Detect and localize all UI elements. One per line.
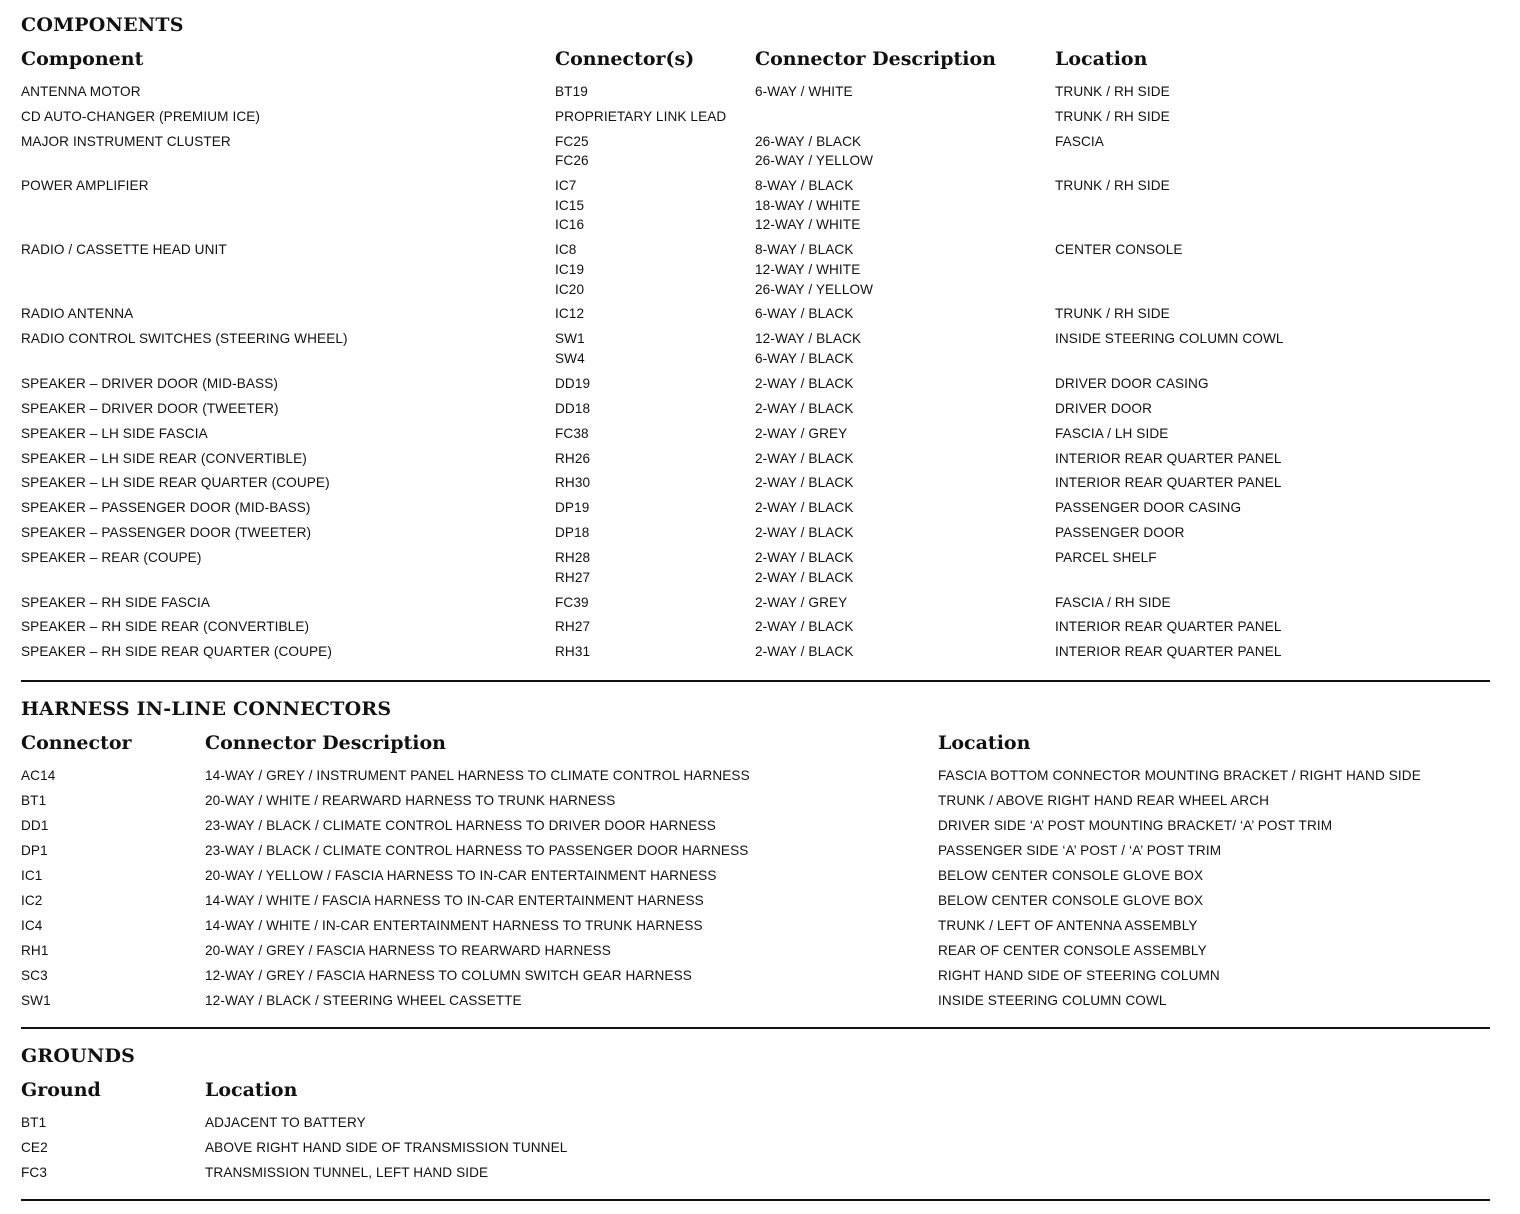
component-location-line: TRUNK / RH SIDE [1055, 306, 1170, 322]
components-title: COMPONENTS [21, 14, 184, 36]
component-location-line: CENTER CONSOLE [1055, 242, 1183, 258]
harness-description-line: 23-WAY / BLACK / CLIMATE CONTROL HARNESS TO PASSENGER DOOR HARNESS [205, 843, 749, 858]
component-name [21, 176, 149, 196]
connector-description [755, 498, 854, 518]
ground-id-line: CE2 [21, 1140, 48, 1155]
connector-description [755, 82, 853, 102]
harness-description-line: 14-WAY / WHITE / IN-CAR ENTERTAINMENT HARNESS TO TRUNK HARNESS [205, 918, 703, 933]
component-name [21, 473, 330, 493]
connector-description-line: 26-WAY / YELLOW [755, 281, 874, 297]
table-row [21, 329, 1490, 374]
connector-ids-line: RH28 [555, 550, 591, 566]
ground-location-line: TRANSMISSION TUNNEL, LEFT HAND SIDE [205, 1165, 489, 1180]
components-header-connectors: Connector(s) [555, 48, 695, 70]
table-row [21, 991, 1490, 1016]
component-name [21, 107, 260, 127]
connector-ids-line: FC39 [555, 594, 589, 610]
harness-location [938, 966, 1220, 986]
ground-id [21, 1163, 47, 1183]
connector-description-line: 2-WAY / BLACK [755, 619, 854, 635]
ground-location [205, 1138, 567, 1158]
harness-connector [21, 791, 46, 811]
connector-description-line: 8-WAY / BLACK [755, 242, 854, 258]
grounds-header-location: Location [205, 1079, 298, 1101]
connector-ids [555, 107, 726, 127]
connector-description [755, 374, 854, 394]
component-name [21, 593, 210, 613]
connector-description-line: 26-WAY / YELLOW [755, 153, 874, 169]
harness-description-line: 23-WAY / BLACK / CLIMATE CONTROL HARNESS TO DRIVER DOOR HARNESS [205, 818, 716, 833]
table-row [21, 941, 1490, 966]
harness-location [938, 991, 1167, 1011]
connector-ids-line: DD18 [555, 400, 591, 416]
table-row [21, 791, 1490, 816]
connector-description [755, 176, 860, 235]
connector-description [755, 399, 854, 419]
component-location-line: TRUNK / RH SIDE [1055, 178, 1170, 194]
connector-description [755, 617, 854, 637]
component-location-line: INSIDE STEERING COLUMN COWL [1055, 331, 1284, 347]
connector-ids-line: RH27 [555, 619, 591, 635]
harness-connector-line: IC1 [21, 868, 43, 883]
harness-description-line: 20-WAY / YELLOW / FASCIA HARNESS TO IN-CAR ENTERTAINMENT HARNESS [205, 868, 717, 883]
component-name-line: ANTENNA MOTOR [21, 84, 141, 99]
component-location-line: INTERIOR REAR QUARTER PANEL [1055, 475, 1282, 491]
component-location-line: INTERIOR REAR QUARTER PANEL [1055, 619, 1282, 635]
component-name-line: SPEAKER – LH SIDE REAR (CONVERTIBLE) [21, 450, 307, 466]
connector-ids-line: RH31 [555, 644, 591, 660]
table-row [21, 966, 1490, 991]
component-location [1055, 523, 1185, 543]
component-name-line: RADIO / CASSETTE HEAD UNIT [21, 242, 227, 258]
table-row [21, 424, 1490, 449]
component-location-line: TRUNK / RH SIDE [1055, 108, 1170, 124]
harness-table [21, 766, 1490, 1016]
harness-connector [21, 941, 49, 961]
harness-location [938, 791, 1269, 811]
connector-description-line: 6-WAY / WHITE [755, 84, 853, 99]
harness-location-line: REAR OF CENTER CONSOLE ASSEMBLY [938, 943, 1207, 958]
connector-description-line: 2-WAY / BLACK [755, 375, 854, 391]
harness-connector [21, 991, 51, 1011]
connector-ids-line: IC8 [555, 242, 577, 258]
connector-description-line: 26-WAY / BLACK [755, 133, 862, 149]
connector-description-line: 2-WAY / GREY [755, 425, 848, 441]
connector-description-line: 12-WAY / WHITE [755, 217, 861, 233]
ground-location-line: ADJACENT TO BATTERY [205, 1115, 366, 1130]
table-row [21, 498, 1490, 523]
table-row [21, 1113, 1490, 1138]
harness-connector [21, 816, 49, 836]
table-row [21, 891, 1490, 916]
connector-ids-line: FC38 [555, 425, 589, 441]
table-row [21, 82, 1490, 107]
component-name-line: RADIO ANTENNA [21, 306, 134, 322]
component-location-line: DRIVER DOOR [1055, 400, 1153, 416]
component-location-line: PARCEL SHELF [1055, 550, 1157, 566]
connector-ids-line: SW4 [555, 350, 585, 366]
harness-description [205, 766, 750, 786]
harness-location [938, 891, 1203, 911]
component-location [1055, 82, 1170, 102]
harness-location-line: INSIDE STEERING COLUMN COWL [938, 993, 1167, 1008]
harness-location-line: RIGHT HAND SIDE OF STEERING COLUMN [938, 968, 1220, 983]
harness-location-line: PASSENGER SIDE ‘A’ POST / ‘A’ POST TRIM [938, 843, 1222, 858]
component-name-line: SPEAKER – RH SIDE FASCIA [21, 594, 210, 610]
harness-description-line: 12-WAY / BLACK / STEERING WHEEL CASSETTE [205, 993, 522, 1008]
component-location [1055, 424, 1168, 444]
component-name [21, 240, 227, 260]
table-row [21, 240, 1490, 304]
table-row [21, 176, 1490, 240]
section-divider [21, 1027, 1490, 1029]
harness-location-line: FASCIA BOTTOM CONNECTOR MOUNTING BRACKET / RIGHT HAND SIDE [938, 768, 1421, 783]
harness-description-line: 12-WAY / GREY / FASCIA HARNESS TO COLUMN SWITCH GEAR HARNESS [205, 968, 692, 983]
connector-ids [555, 473, 590, 493]
connector-ids-line: IC12 [555, 306, 585, 322]
harness-description [205, 941, 611, 961]
component-name-line: SPEAKER – REAR (COUPE) [21, 550, 202, 566]
ground-id-line: BT1 [21, 1115, 47, 1130]
connector-description-line: 2-WAY / BLACK [755, 450, 854, 466]
harness-location [938, 916, 1198, 936]
table-row [21, 816, 1490, 841]
table-row [21, 1163, 1490, 1188]
connector-description [755, 329, 861, 368]
harness-description-line: 14-WAY / WHITE / FASCIA HARNESS TO IN-CAR ENTERTAINMENT HARNESS [205, 893, 704, 908]
connector-ids [555, 424, 589, 444]
connector-ids [555, 548, 590, 587]
component-name [21, 132, 231, 152]
component-location [1055, 399, 1152, 419]
connector-description [755, 424, 847, 444]
component-location [1055, 374, 1209, 394]
harness-connector [21, 891, 42, 911]
component-name-line: MAJOR INSTRUMENT CLUSTER [21, 133, 231, 149]
connector-ids [555, 642, 590, 662]
connector-ids-line: DD19 [555, 375, 591, 391]
connector-ids [555, 82, 588, 102]
connector-ids [555, 240, 584, 299]
component-location [1055, 240, 1183, 260]
harness-connector-line: AC14 [21, 768, 56, 783]
connector-description-line: 2-WAY / BLACK [755, 550, 854, 566]
table-row [21, 107, 1490, 132]
harness-connector [21, 766, 55, 786]
component-location [1055, 642, 1282, 662]
component-name-line: SPEAKER – RH SIDE REAR QUARTER (COUPE) [21, 644, 332, 660]
component-name-line: SPEAKER – LH SIDE REAR QUARTER (COUPE) [21, 475, 330, 491]
component-location-line: TRUNK / RH SIDE [1055, 84, 1170, 99]
ground-id-line: FC3 [21, 1165, 47, 1180]
component-name-line: CD AUTO-CHANGER (PREMIUM ICE) [21, 108, 261, 124]
harness-location-line: BELOW CENTER CONSOLE GLOVE BOX [938, 868, 1204, 883]
harness-connector [21, 841, 48, 861]
connector-ids-line: FC26 [555, 153, 589, 169]
connector-ids-line: DP19 [555, 500, 590, 516]
table-row [21, 766, 1490, 791]
connector-ids [555, 304, 584, 324]
harness-connector-line: RH1 [21, 943, 49, 958]
harness-description-line: 20-WAY / GREY / FASCIA HARNESS TO REARWARD HARNESS [205, 943, 611, 958]
table-row [21, 399, 1490, 424]
table-row [21, 617, 1490, 642]
connector-description-line: 2-WAY / BLACK [755, 500, 854, 516]
connector-description [755, 593, 847, 613]
connector-ids [555, 593, 589, 613]
connector-ids-line: RH26 [555, 450, 591, 466]
component-location [1055, 593, 1171, 613]
grounds-table [21, 1113, 1490, 1188]
harness-title: HARNESS IN-LINE CONNECTORS [21, 698, 392, 720]
component-name-line: SPEAKER – PASSENGER DOOR (MID-BASS) [21, 500, 311, 516]
table-row [21, 304, 1490, 329]
connector-ids-line: BT19 [555, 84, 588, 99]
harness-header-location: Location [938, 732, 1031, 754]
connector-description-line: 12-WAY / BLACK [755, 331, 862, 347]
connector-description [755, 449, 854, 469]
connector-description [755, 548, 854, 587]
component-location [1055, 329, 1284, 349]
component-name [21, 523, 311, 543]
harness-connector [21, 966, 48, 986]
connector-ids-line: FC25 [555, 133, 589, 149]
component-name [21, 617, 309, 637]
component-name [21, 399, 279, 419]
harness-location [938, 866, 1203, 886]
harness-connector [21, 866, 42, 886]
component-location [1055, 304, 1170, 324]
component-location-line: INTERIOR REAR QUARTER PANEL [1055, 644, 1282, 660]
harness-location-line: BELOW CENTER CONSOLE GLOVE BOX [938, 893, 1204, 908]
harness-connector-line: DP1 [21, 843, 48, 858]
ground-location-line: ABOVE RIGHT HAND SIDE OF TRANSMISSION TUNNEL [205, 1140, 568, 1155]
connector-description-line: 2-WAY / BLACK [755, 569, 854, 585]
component-location [1055, 473, 1282, 493]
connector-ids [555, 523, 589, 543]
component-name [21, 329, 348, 349]
connector-description-line: 2-WAY / BLACK [755, 475, 854, 491]
component-location-line: INTERIOR REAR QUARTER PANEL [1055, 450, 1282, 466]
component-name-line: SPEAKER – RH SIDE REAR (CONVERTIBLE) [21, 619, 310, 635]
component-name [21, 548, 201, 568]
component-name [21, 82, 141, 102]
components-header-description: Connector Description [755, 48, 996, 70]
connector-ids-line: IC15 [555, 197, 585, 213]
harness-description [205, 966, 692, 986]
harness-location-line: DRIVER SIDE ‘A’ POST MOUNTING BRACKET/ ‘A’ POST TRIM [938, 818, 1333, 833]
harness-connector-line: BT1 [21, 793, 47, 808]
ground-location [205, 1163, 488, 1183]
connector-ids [555, 399, 590, 419]
harness-connector-line: SC3 [21, 968, 48, 983]
connector-ids-line: SW1 [555, 331, 585, 347]
component-name-line: SPEAKER – PASSENGER DOOR (TWEETER) [21, 525, 312, 541]
connector-ids [555, 374, 590, 394]
connector-description-line: 2-WAY / GREY [755, 594, 848, 610]
table-row [21, 374, 1490, 399]
connector-description-line: 12-WAY / WHITE [755, 261, 861, 277]
table-row [21, 841, 1490, 866]
component-location [1055, 617, 1282, 637]
component-location-line: FASCIA / LH SIDE [1055, 425, 1169, 441]
component-location-line: FASCIA [1055, 133, 1104, 149]
harness-location [938, 941, 1207, 961]
harness-location [938, 841, 1221, 861]
grounds-header-ground: Ground [21, 1079, 101, 1101]
table-row [21, 548, 1490, 593]
component-name [21, 498, 311, 518]
components-table [21, 82, 1490, 667]
connector-description-line: 2-WAY / BLACK [755, 525, 854, 541]
component-location [1055, 548, 1157, 568]
connector-ids-line: DP18 [555, 525, 590, 541]
grounds-title: GROUNDS [21, 1045, 136, 1067]
connector-description-line: 6-WAY / BLACK [755, 306, 854, 322]
harness-connector-line: IC2 [21, 893, 43, 908]
connector-ids [555, 329, 585, 368]
ground-id [21, 1138, 48, 1158]
connector-description-line: 2-WAY / BLACK [755, 644, 854, 660]
component-location-line: FASCIA / RH SIDE [1055, 594, 1171, 610]
component-name-line: SPEAKER – DRIVER DOOR (TWEETER) [21, 400, 279, 416]
component-name [21, 449, 307, 469]
component-name [21, 642, 332, 662]
table-row [21, 523, 1490, 548]
connector-ids [555, 449, 590, 469]
connector-description [755, 642, 854, 662]
harness-connector-line: IC4 [21, 918, 43, 933]
connector-ids [555, 176, 584, 235]
connector-description-line: 18-WAY / WHITE [755, 197, 861, 213]
harness-location-line: TRUNK / LEFT OF ANTENNA ASSEMBLY [938, 918, 1198, 933]
connector-ids [555, 498, 589, 518]
connector-description [755, 473, 854, 493]
table-row [21, 449, 1490, 474]
document-page [21, 0, 1490, 1214]
connector-description [755, 240, 873, 299]
table-row [21, 593, 1490, 618]
table-row [21, 916, 1490, 941]
harness-header-description: Connector Description [205, 732, 446, 754]
section-divider [21, 680, 1490, 682]
connector-description-line: 6-WAY / BLACK [755, 350, 854, 366]
component-name [21, 304, 133, 324]
connector-ids [555, 132, 589, 171]
table-row [21, 866, 1490, 891]
component-location-line: DRIVER DOOR CASING [1055, 375, 1209, 391]
connector-ids-line: IC20 [555, 281, 585, 297]
harness-connector-line: SW1 [21, 993, 51, 1008]
connector-ids-line: PROPRIETARY LINK LEAD [555, 108, 727, 124]
harness-header-connector: Connector [21, 732, 132, 754]
harness-description [205, 841, 748, 861]
connector-description-line: 8-WAY / BLACK [755, 178, 854, 194]
connector-description [755, 132, 873, 171]
table-row [21, 642, 1490, 667]
harness-description [205, 916, 703, 936]
connector-ids [555, 617, 590, 637]
harness-location-line: TRUNK / ABOVE RIGHT HAND REAR WHEEL ARCH [938, 793, 1270, 808]
table-row [21, 1138, 1490, 1163]
table-row [21, 132, 1490, 177]
component-location [1055, 107, 1170, 127]
harness-description [205, 891, 704, 911]
harness-description [205, 991, 522, 1011]
component-name [21, 424, 208, 444]
component-location [1055, 498, 1241, 518]
components-header-component: Component [21, 48, 144, 70]
component-location-line: PASSENGER DOOR [1055, 525, 1185, 541]
harness-connector [21, 916, 42, 936]
connector-description [755, 304, 854, 324]
harness-description [205, 816, 716, 836]
connector-ids-line: IC19 [555, 261, 585, 277]
component-location-line: PASSENGER DOOR CASING [1055, 500, 1242, 516]
harness-location [938, 816, 1332, 836]
harness-location [938, 766, 1421, 786]
table-row [21, 473, 1490, 498]
connector-description-line: 2-WAY / BLACK [755, 400, 854, 416]
component-name-line: SPEAKER – LH SIDE FASCIA [21, 425, 208, 441]
harness-description-line: 14-WAY / GREY / INSTRUMENT PANEL HARNESS TO CLIMATE CONTROL HARNESS [205, 768, 750, 783]
connector-description [755, 523, 854, 543]
components-header-location: Location [1055, 48, 1148, 70]
harness-description [205, 791, 615, 811]
component-name-line: RADIO CONTROL SWITCHES (STEERING WHEEL) [21, 331, 348, 347]
component-location [1055, 176, 1170, 196]
component-location [1055, 449, 1282, 469]
component-location [1055, 132, 1104, 152]
component-name [21, 374, 278, 394]
harness-connector-line: DD1 [21, 818, 49, 833]
harness-description [205, 866, 717, 886]
component-name-line: SPEAKER – DRIVER DOOR (MID-BASS) [21, 375, 278, 391]
ground-id [21, 1113, 46, 1133]
ground-location [205, 1113, 366, 1133]
connector-ids-line: IC7 [555, 178, 577, 194]
section-divider [21, 1199, 1490, 1201]
component-name-line: POWER AMPLIFIER [21, 178, 149, 194]
connector-ids-line: IC16 [555, 217, 585, 233]
connector-ids-line: RH27 [555, 569, 591, 585]
connector-ids-line: RH30 [555, 475, 591, 491]
harness-description-line: 20-WAY / WHITE / REARWARD HARNESS TO TRUNK HARNESS [205, 793, 616, 808]
